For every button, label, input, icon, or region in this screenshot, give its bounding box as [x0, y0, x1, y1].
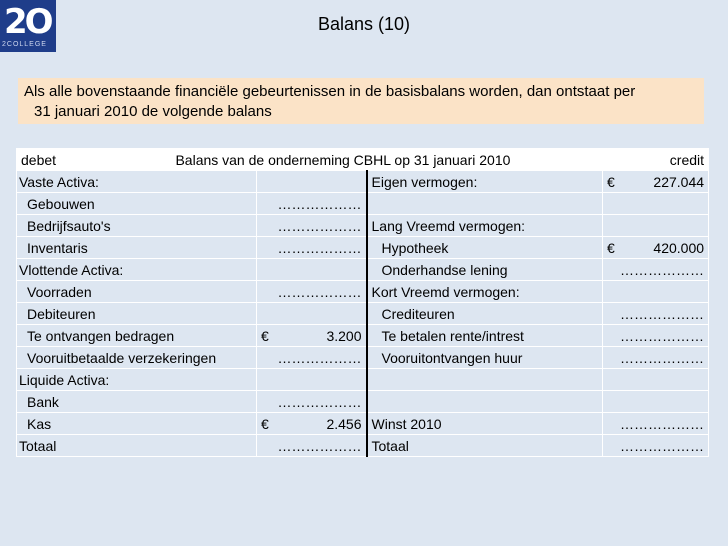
credit-label: Totaal	[367, 435, 603, 457]
debit-amount	[257, 369, 367, 391]
table-row	[17, 237, 709, 259]
debit-amount: ………………	[257, 281, 367, 303]
credit-amount	[603, 237, 709, 259]
intro-line-2: 31 januari 2010 de volgende balans	[34, 103, 272, 120]
debit-label: Vooruitbetaalde verzekeringen	[17, 347, 257, 369]
credit-amount	[603, 193, 709, 215]
debit-amount: ………………	[257, 215, 367, 237]
table-row	[17, 435, 709, 457]
debit-label: Kas	[17, 413, 257, 435]
table-row	[17, 193, 709, 215]
balance-sheet-table	[16, 148, 709, 457]
debit-label: Bank	[17, 391, 257, 413]
table-row	[17, 171, 709, 193]
table-row	[17, 347, 709, 369]
credit-amount: ………………	[603, 303, 709, 325]
credit-label: Vooruitontvangen huur	[367, 347, 603, 369]
debit-label: Te ontvangen bedragen	[17, 325, 257, 347]
header-credit: credit	[669, 151, 705, 168]
credit-amount	[603, 171, 709, 193]
debit-label: Inventaris	[17, 237, 257, 259]
credit-amount	[603, 215, 709, 237]
debit-label: Bedrijfsauto's	[17, 215, 257, 237]
credit-amount: ………………	[603, 325, 709, 347]
debit-amount	[257, 259, 367, 281]
debit-amount	[257, 413, 367, 435]
debit-amount: ………………	[257, 435, 367, 457]
table-header-row	[17, 149, 709, 171]
debit-label: Vlottende Activa:	[17, 259, 257, 281]
currency-symbol: €	[607, 173, 615, 190]
debit-amount	[257, 171, 367, 193]
table-row	[17, 281, 709, 303]
credit-amount	[603, 391, 709, 413]
credit-amount: ………………	[603, 435, 709, 457]
debit-label: Gebouwen	[17, 193, 257, 215]
credit-label: Te betalen rente/intrest	[367, 325, 603, 347]
table-row	[17, 369, 709, 391]
currency-symbol: €	[261, 415, 269, 432]
credit-label	[367, 193, 603, 215]
credit-label: Kort Vreemd vermogen:	[367, 281, 603, 303]
debit-label: Debiteuren	[17, 303, 257, 325]
credit-label: Crediteuren	[367, 303, 603, 325]
debit-value: 3.200	[326, 327, 362, 344]
debit-amount: ………………	[257, 347, 367, 369]
currency-symbol: €	[261, 327, 269, 344]
table-row	[17, 259, 709, 281]
debit-label: Totaal	[17, 435, 257, 457]
header-debet: debet	[21, 151, 57, 168]
table-row	[17, 303, 709, 325]
credit-label: Eigen vermogen:	[367, 171, 603, 193]
logo-subtext: 2COLLEGE	[2, 41, 47, 48]
intro-line-1: Als alle bovenstaande financiële gebeurtenissen in de basisbalans worden, dan ontstaat per	[24, 83, 636, 100]
credit-amount	[603, 281, 709, 303]
debit-label: Vaste Activa:	[17, 171, 257, 193]
credit-label: Lang Vreemd vermogen:	[367, 215, 603, 237]
header-title: Balans van de onderneming CBHL op 31 januari 2010	[175, 151, 511, 168]
debit-value: 2.456	[326, 415, 362, 432]
debit-amount	[257, 303, 367, 325]
intro-box	[18, 78, 704, 124]
table-row	[17, 215, 709, 237]
currency-symbol: €	[607, 239, 615, 256]
table-row	[17, 391, 709, 413]
credit-value: 227.044	[653, 173, 705, 190]
table-row	[17, 325, 709, 347]
header-cell	[17, 149, 709, 171]
credit-amount: ………………	[603, 347, 709, 369]
slide-title: Balans (10)	[317, 14, 411, 34]
credit-label: Hypotheek	[367, 237, 603, 259]
credit-label: Onderhandse lening	[367, 259, 603, 281]
credit-amount: ………………	[603, 413, 709, 435]
credit-label	[367, 391, 603, 413]
credit-label: Winst 2010	[367, 413, 603, 435]
debit-label: Liquide Activa:	[17, 369, 257, 391]
debit-label: Voorraden	[17, 281, 257, 303]
debit-amount	[257, 325, 367, 347]
debit-amount: ………………	[257, 391, 367, 413]
credit-amount	[603, 369, 709, 391]
table-row	[17, 413, 709, 435]
credit-label	[367, 369, 603, 391]
credit-amount: ………………	[603, 259, 709, 281]
credit-value: 420.000	[653, 239, 705, 256]
debit-amount: ………………	[257, 237, 367, 259]
debit-amount: ………………	[257, 193, 367, 215]
logo-mark: 2O	[4, 2, 51, 42]
